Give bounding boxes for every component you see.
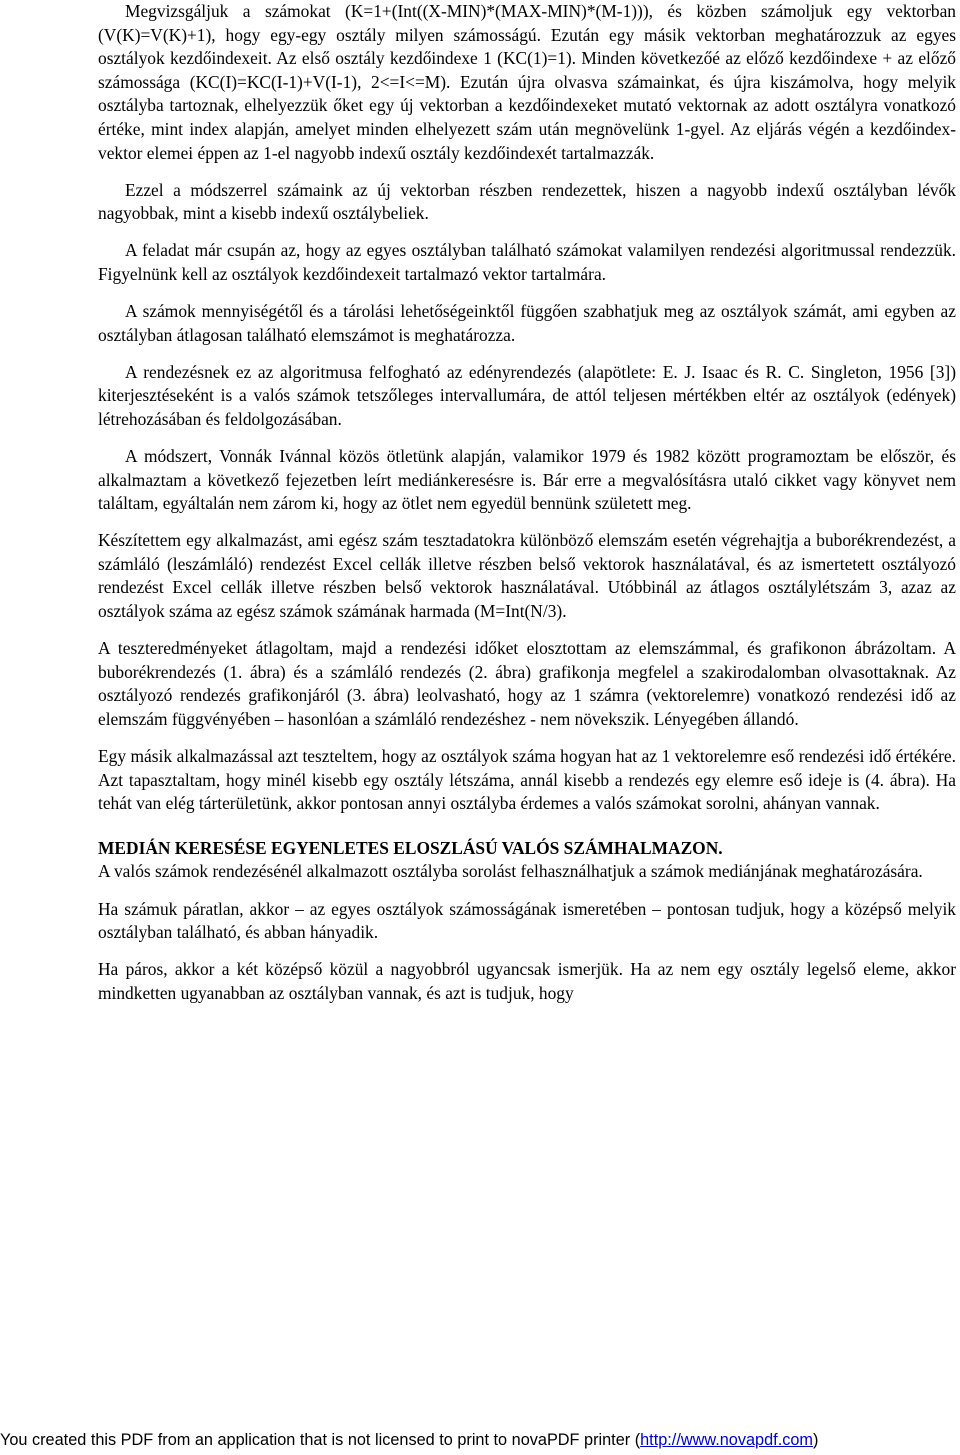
paragraph-bucket-sort: A rendezésnek ez az algoritmusa felfogható az edényrendezés (alapötlete: E. J. Isaac és R. C. Singleton, 1956 [3]) kiterjesztéseként is a valós számok tetszőleges intervallumára, de attól teljesen mértékben eltér az osztályok (edények) létrehozásában és feldolgozásában. [98,361,956,429]
paragraph-history: A módszert, Vonnák Ivánnal közös ötletünk alapján, valamikor 1979 és 1982 között programoztam be először, és alkalmaztam a következő fejezetben leírt mediánkeresésre is. Bár erre a megvalósításra utaló cikket vagy könyvet nem találtam, egyáltalán nem zárom ki, hogy az ötlet nem egyedül bennünk született meg. [98,446,956,514]
paragraph-median-intro: A valós számok rendezésénél alkalmazott osztályba sorolást felhasználhatjuk a számok mediánjának meghatározására. [98,861,923,882]
footer-text: You created this PDF from an application that is not licensed to print to novaPDF printer ( [0,1431,641,1449]
paragraph-median-even: Ha páros, akkor a két középső közül a nagyobbról ugyancsak ismerjük. Ha az nem egy osztály legelső eleme, akkor mindketten ugyanabban az osztályban vannak, és azt is tudjuk, hogy [98,959,956,1003]
paragraph-results: A teszteredményeket átlagoltam, majd a rendezési időket elosztottam az elemszámmal, és grafikonon ábrázoltam. A buborékrendezés (1. ábra) és a számláló rendezés (2. ábra) grafikonja megfelel a szakirodalomban olvasottaknak. Az osztályozó rendezés grafikonjáról (3. ábra) leolvasható, hogy az 1 számra (vektorelemre) vonatkozó rendezési idő az elemszám függvényében – hasonlóan a számláló rendezéshez - nem növekszik. Lényegében állandó. [98,638,956,729]
paragraph-class-counting: Megvizsgáljuk a számokat (K=1+(Int((X-MIN)*(MAX-MIN)*(M-1))), és közben számoljuk egy vektorban (V(K)=V(K)+1), hogy egy-egy osztály milyen számosságú. Ezután egy másik vektorban meghatározzuk az egyes osztályok kezdőindexeit. Az első osztály kezdőindexe 1 (KC(1)=1). Minden következőé az előző kezdőindexe + az előző számossága (KC(I)=KC(I-1)+V(I-1), 2<=I<=M). Ezután újra olvasva számainkat, és újra kiszámolva, hogy melyik osztályba tartoznak, elhelyezzük őket egy új vektorban a kezdőindexeket mutató vektornak az adott osztályra vonatkozó értéke, mint index alapján, amelyet minden elhelyezett szám után megnövelünk 1-gyel. Az eljárás végén a kezdőindex-vektor elemei éppen az 1-el nagyobb indexű osztály kezdőindexét tartalmazzák. [98,1,956,163]
paragraph-median-odd: Ha számuk páratlan, akkor – az egyes osztályok számosságának ismeretében – pontosan tudjuk, hogy a középső melyik osztályban található, és abban hányadik. [98,898,956,943]
paragraph-class-size-test: Egy másik alkalmazással azt teszteltem, hogy az osztályok száma hogyan hat az 1 vektorelemre eső rendezési idő értékére. Azt tapasztaltam, hogy minél kisebb egy osztály létszáma, annál kisebb a rendezés egy elemre eső ideje is (4. ábra). Ha tehát van elég tárterületünk, akkor pontosan annyi osztályba érdemes a valós számokat sorolni, ahányan vannak. [98,746,956,814]
paragraph-class-count: A számok mennyiségétől és a tárolási lehetőségeinktől függően szabhatjuk meg az osztályok számát, ami egyben az osztályban átlagosan található elemszámot is meghatározza. [98,301,956,345]
paragraph-sort-classes: A feladat már csupán az, hogy az egyes osztályban található számokat valamilyen rendezési algoritmussal rendezzük. Figyelnünk kell az osztályok kezdőindexeit tartalmazó vektor tartalmára. [98,240,956,284]
pdf-license-footer [0,1429,960,1451]
footer-link[interactable]: http://www.novapdf.com [640,1431,813,1449]
footer-close: ) [812,1431,819,1449]
section-heading: MEDIÁN KERESÉSE EGYENLETES ELOSZLÁSÚ VALÓS SZÁMHALMAZON. [98,837,723,858]
paragraph-application: Készítettem egy alkalmazást, ami egész szám tesztadatokra különböző elemszám esetén végrehajtja a buborékrendezést, a számláló (leszámláló) rendezést Excel cellák illetve részben belső vektorok használatával, és az ismertetett osztályozó rendezést Excel cellák illetve részben belső vektorok használatával. Utóbbinál az átlagos osztálylétszám 3, azaz az osztályok száma az egész számok számának harmada (M=Int(N/3). [98,530,956,622]
paragraph-partial-order: Ezzel a módszerrel számaink az új vektorban részben rendezettek, hiszen a nagyobb indexű osztályban lévők nagyobbak, mint a kisebb indexű osztálybeliek. [98,179,956,224]
document-body [98,0,956,1005]
